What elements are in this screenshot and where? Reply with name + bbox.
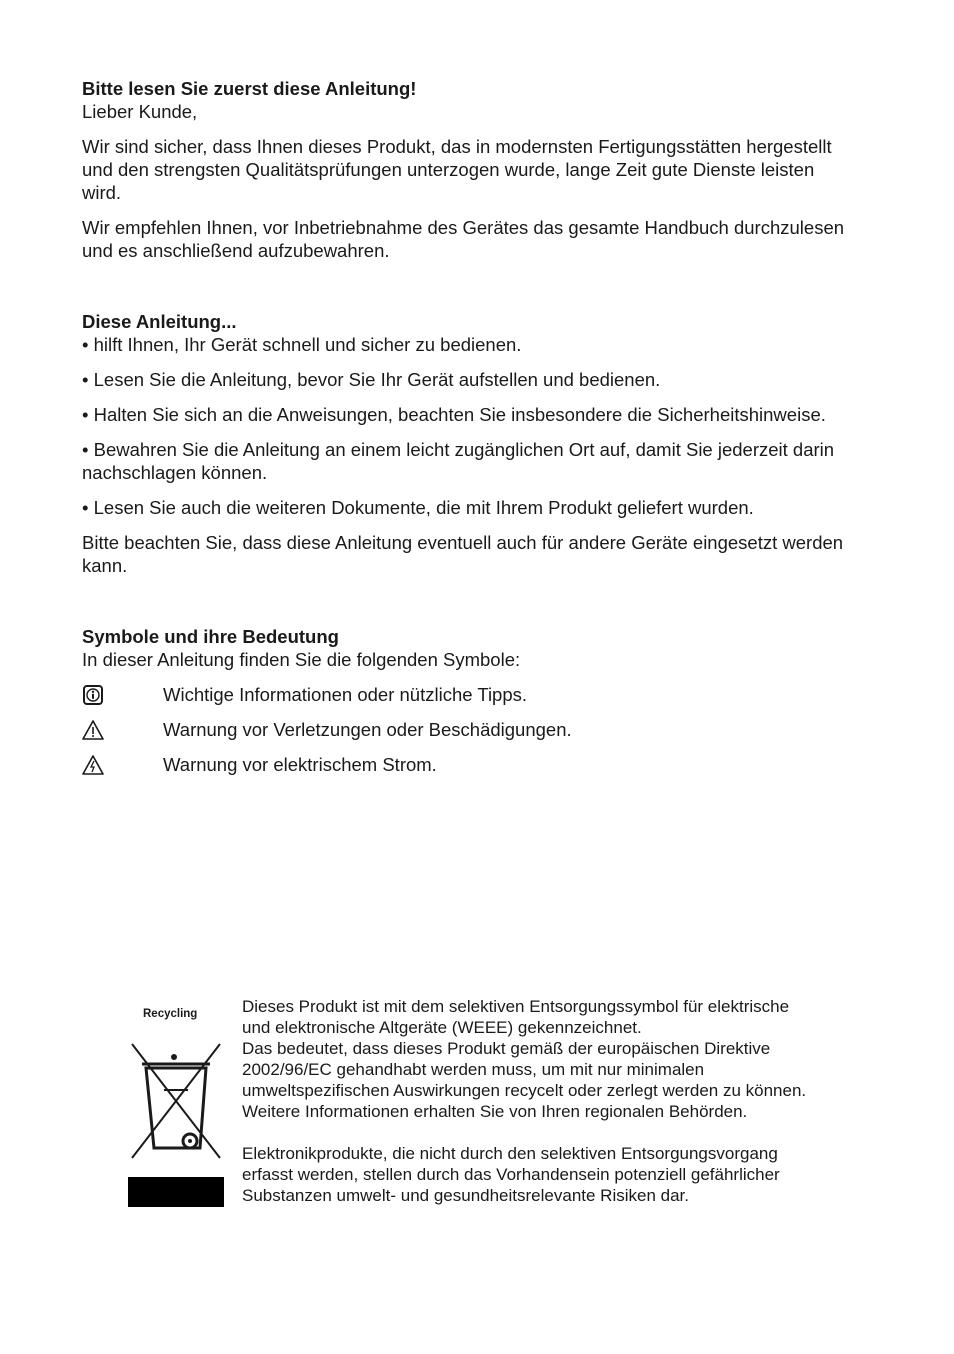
guide-bullet: • Halten Sie sich an die Anweisungen, beachten Sie insbesondere die Sicherheitshinweise. <box>82 404 826 425</box>
intro-paragraph-1: Wir sind sicher, dass Ihnen dieses Produkt, das in modernsten Fertigungsstätten hergestellt und den strengsten Qualitätsprüfungen unterzogen wurde, lange Zeit gute Dienste leisten wird. <box>82 136 832 203</box>
recycling-line: Dieses Produkt ist mit dem selektiven Entsorgungssymbol für elektrische <box>242 997 790 1016</box>
intro-paragraph-2: Wir empfehlen Ihnen, vor Inbetriebnahme des Gerätes das gesamte Handbuch durchzulesen und es anschließend aufzubewahren. <box>82 217 845 261</box>
crossed-out-wheelie-bin-icon <box>128 1040 224 1164</box>
guide-bullet: • Lesen Sie auch die weiteren Dokumente, die mit Ihrem Produkt geliefert wurden. <box>82 497 754 518</box>
weee-black-bar <box>128 1177 224 1207</box>
salutation: Lieber Kunde, <box>82 101 198 122</box>
info-icon <box>82 684 104 706</box>
symbols-heading: Symbole und ihre Bedeutung <box>82 626 339 647</box>
electric-warning-icon <box>82 754 104 776</box>
recycling-line: erfasst werden, stellen durch das Vorhandensein potenziell gefährlicher <box>242 1165 780 1184</box>
recycling-line: Elektronikprodukte, die nicht durch den selektiven Entsorgungsvorgang <box>242 1144 778 1163</box>
symbol-text-warning: Warnung vor Verletzungen oder Beschädigungen. <box>163 719 572 740</box>
symbol-text-electric: Warnung vor elektrischem Strom. <box>163 754 437 775</box>
symbol-row-info <box>82 683 852 706</box>
symbol-row-electric <box>82 753 852 776</box>
recycling-text <box>242 996 842 1206</box>
recycling-label: Recycling <box>143 1008 198 1020</box>
recycling-line: und elektronische Altgeräte (WEEE) gekennzeichnet. <box>242 1018 642 1037</box>
intro-heading: Bitte lesen Sie zuerst diese Anleitung! <box>82 78 417 99</box>
guide-heading: Diese Anleitung... <box>82 311 237 332</box>
page-content <box>82 77 852 776</box>
symbol-row-warning <box>82 718 852 741</box>
recycling-line: umweltspezifischen Auswirkungen recycelt oder zerlegt werden zu können. <box>242 1081 807 1100</box>
recycling-line: Weitere Informationen erhalten Sie von Ihren regionalen Behörden. <box>242 1102 748 1121</box>
symbol-text-info: Wichtige Informationen oder nützliche Tipps. <box>163 684 528 705</box>
guide-bullet: • hilft Ihnen, Ihr Gerät schnell und sicher zu bedienen. <box>82 334 522 355</box>
warning-icon <box>82 719 104 741</box>
guide-bullet: • Bewahren Sie die Anleitung an einem leicht zugänglichen Ort auf, damit Sie jederzeit darin nachschlagen können. <box>82 439 835 483</box>
guide-bullet: • Lesen Sie die Anleitung, bevor Sie Ihr Gerät aufstellen und bedienen. <box>82 369 661 390</box>
recycling-line: 2002/96/EC gehandhabt werden muss, um mit nur minimalen <box>242 1060 705 1079</box>
symbols-intro: In dieser Anleitung finden Sie die folgenden Symbole: <box>82 649 521 670</box>
recycling-line: Das bedeutet, dass dieses Produkt gemäß der europäischen Direktive <box>242 1039 771 1058</box>
recycling-line: Substanzen umwelt- und gesundheitsrelevante Risiken dar. <box>242 1186 689 1205</box>
guide-note: Bitte beachten Sie, dass diese Anleitung eventuell auch für andere Geräte eingesetzt werden kann. <box>82 532 844 576</box>
